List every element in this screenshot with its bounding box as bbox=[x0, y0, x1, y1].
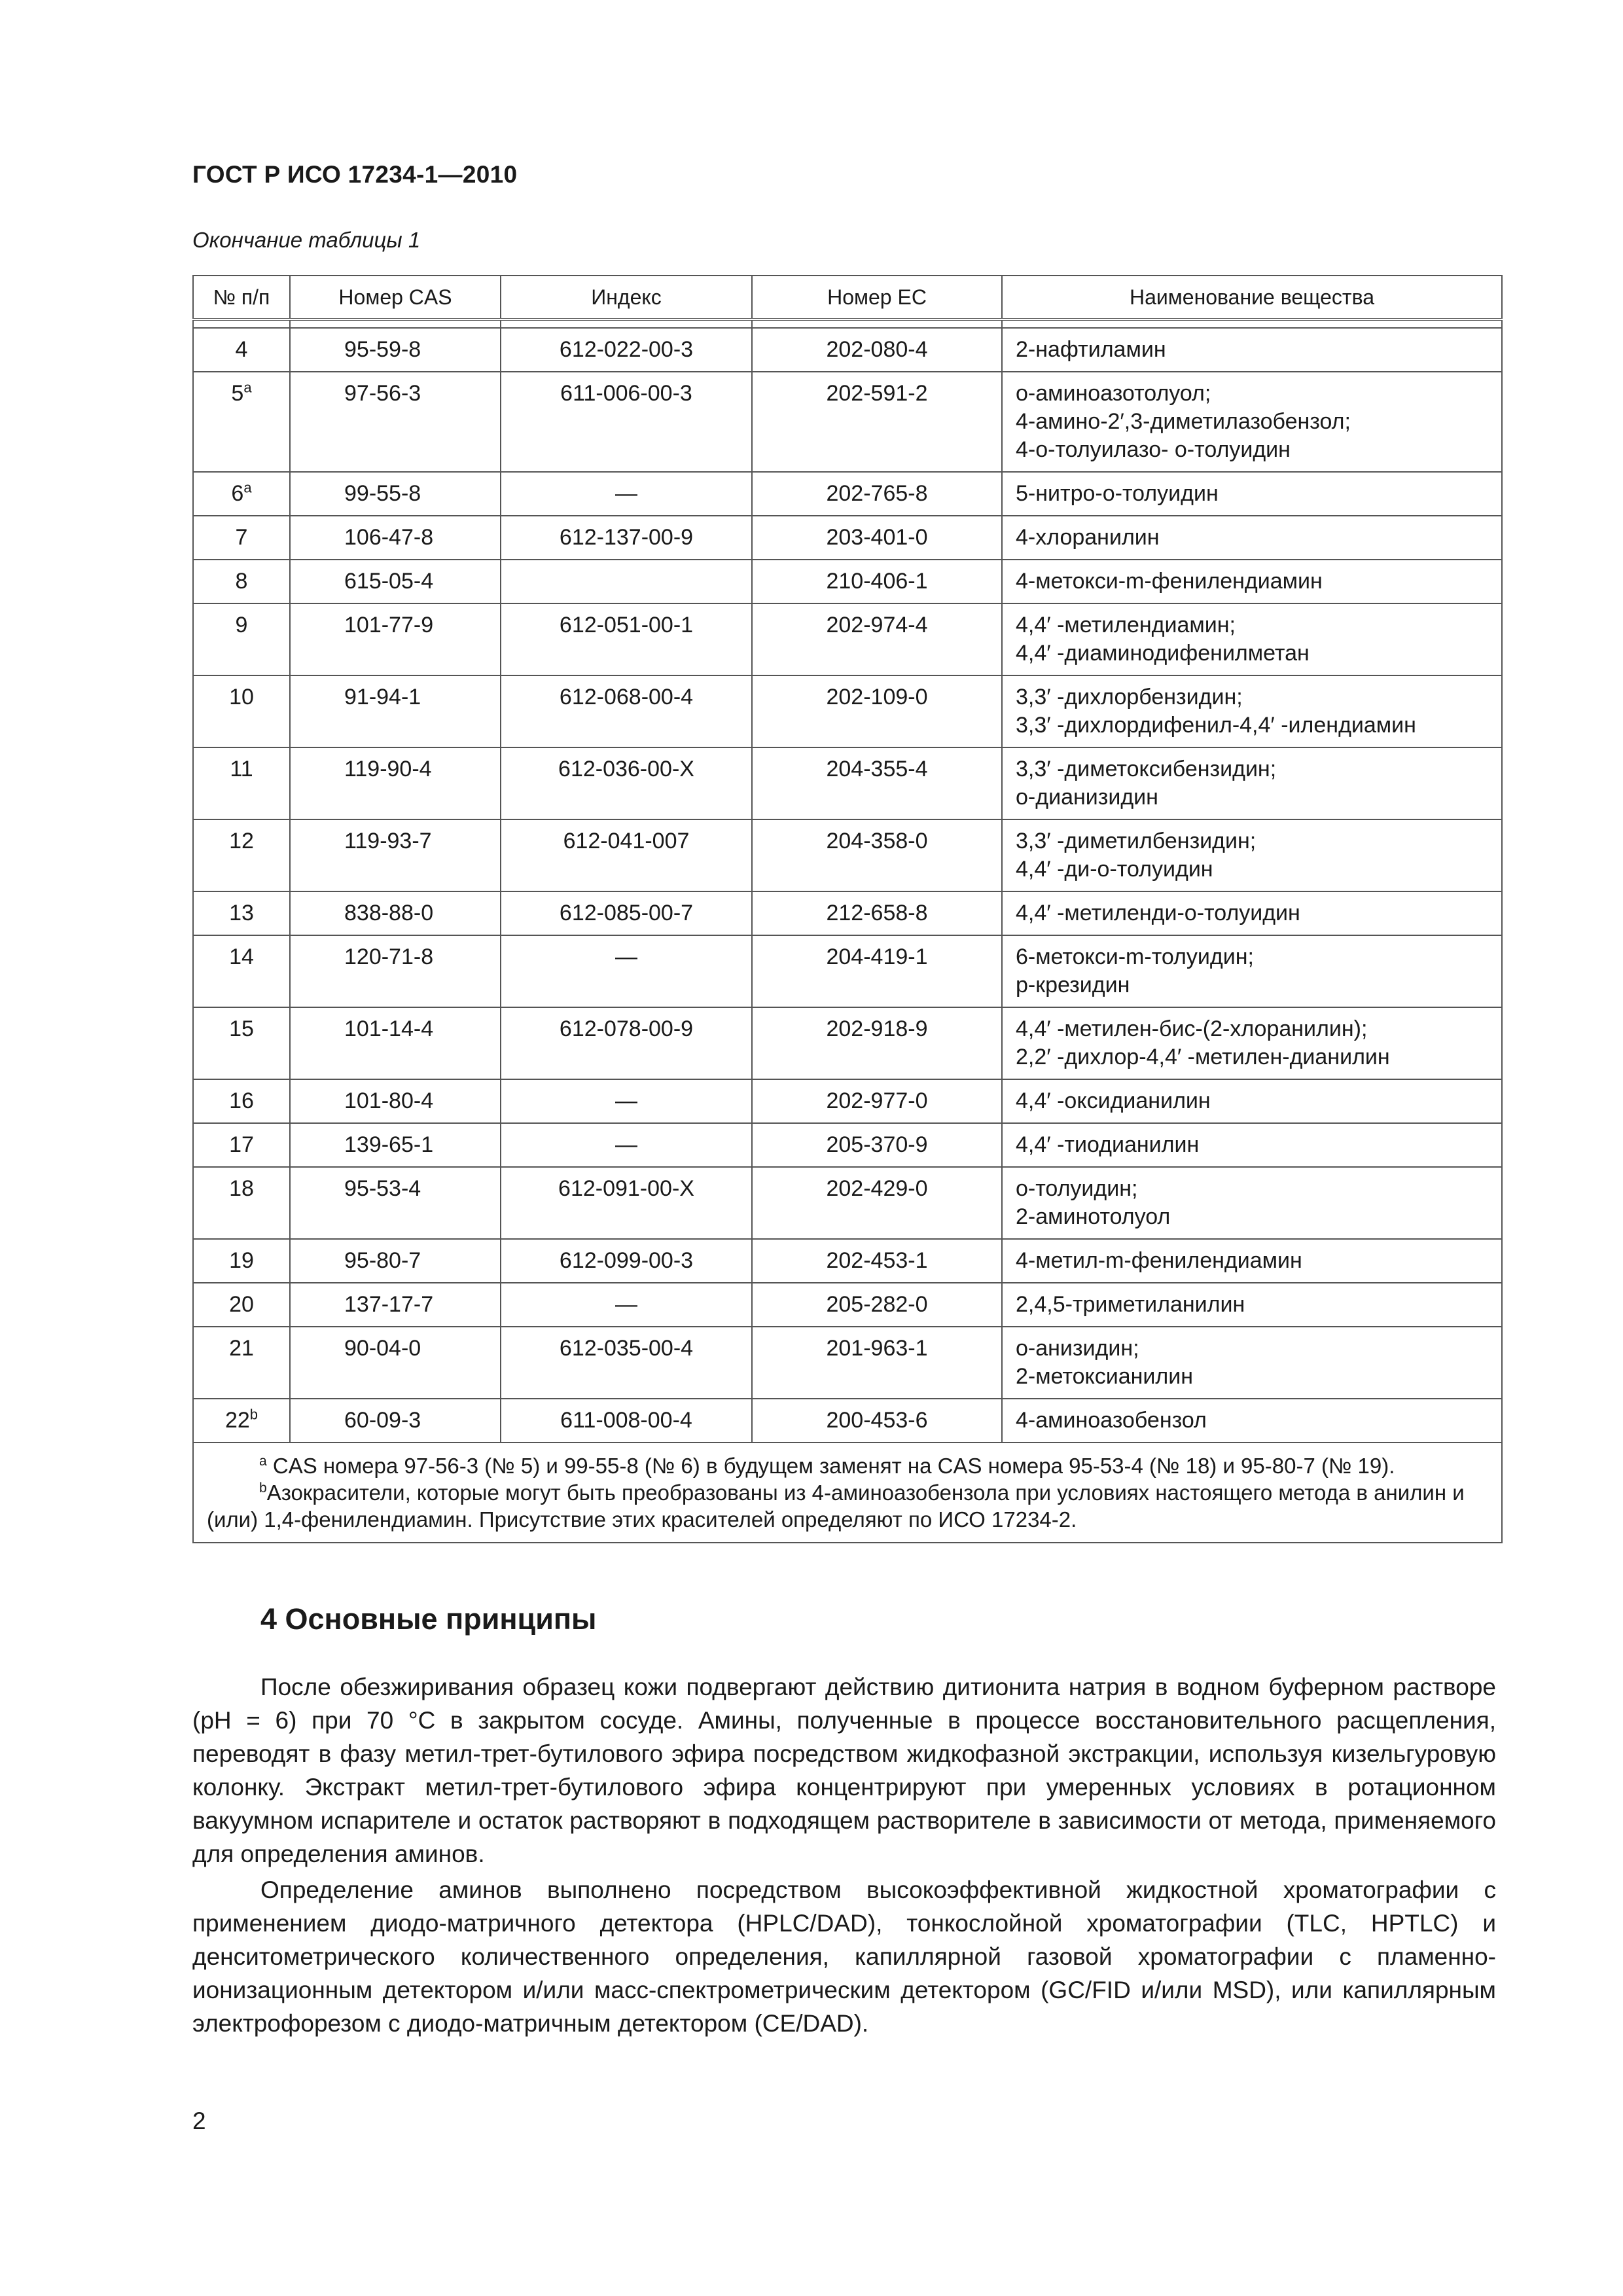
table-header-row bbox=[193, 276, 1502, 319]
cell-substance-name bbox=[1002, 516, 1502, 560]
substance-name-line: 6-метокси-m-толуидин; bbox=[1016, 944, 1254, 969]
cell-substance-name bbox=[1002, 560, 1502, 603]
cell-num: 14 bbox=[193, 935, 290, 1007]
cell-cas: 95-59-8 bbox=[290, 328, 501, 372]
table-row bbox=[193, 372, 1502, 472]
cell-index: 612-041-007 bbox=[501, 819, 752, 891]
cell-num: 10 bbox=[193, 675, 290, 747]
cell-index: 612-085-00-7 bbox=[501, 891, 752, 935]
cell-substance-name bbox=[1002, 891, 1502, 935]
footnote-mark-b: b bbox=[259, 1480, 267, 1496]
table-row bbox=[193, 1007, 1502, 1079]
page-number: 2 bbox=[192, 2108, 206, 2134]
cell-num: 12 bbox=[193, 819, 290, 891]
cell-cas: 101-80-4 bbox=[290, 1079, 501, 1123]
substance-name-line: 3,3′ -диметоксибензидин; bbox=[1016, 757, 1277, 781]
cell-ec: 205-282-0 bbox=[752, 1283, 1002, 1327]
cell-index: 612-078-00-9 bbox=[501, 1007, 752, 1079]
cell-substance-name bbox=[1002, 372, 1502, 472]
cell-substance-name bbox=[1002, 328, 1502, 372]
cell-num: 7 bbox=[193, 516, 290, 560]
table-caption: Окончание таблицы 1 bbox=[192, 228, 421, 252]
footnote-mark-a: a bbox=[259, 1454, 267, 1469]
cell-cas: 119-90-4 bbox=[290, 747, 501, 819]
cell-substance-name bbox=[1002, 1399, 1502, 1443]
table-row bbox=[193, 472, 1502, 516]
cell-ec: 200-453-6 bbox=[752, 1399, 1002, 1443]
cell-num: 4 bbox=[193, 328, 290, 372]
substance-name-line: 2-нафтиламин bbox=[1016, 337, 1166, 362]
cell-index: — bbox=[501, 472, 752, 516]
substance-name-line: 4,4′ -метиленди-о-толуидин bbox=[1016, 901, 1300, 925]
footnote-a bbox=[207, 1452, 1488, 1479]
table-row bbox=[193, 1283, 1502, 1327]
substance-name-line: 4,4′ -метилендиамин; bbox=[1016, 613, 1236, 637]
section-title: 4 Основные принципы bbox=[260, 1602, 597, 1636]
substance-name-line: 4-аминоазобензол bbox=[1016, 1408, 1207, 1433]
cell-substance-name bbox=[1002, 675, 1502, 747]
cell-ec: 202-918-9 bbox=[752, 1007, 1002, 1079]
column-header-name: Наименование вещества bbox=[1002, 276, 1502, 319]
table-row bbox=[193, 603, 1502, 675]
cell-cas: 139-65-1 bbox=[290, 1123, 501, 1167]
cell-substance-name bbox=[1002, 472, 1502, 516]
table-row bbox=[193, 675, 1502, 747]
column-header-index: Индекс bbox=[501, 276, 752, 319]
table-row bbox=[193, 819, 1502, 891]
cell-ec: 201-963-1 bbox=[752, 1327, 1002, 1399]
substance-name-line: 2-метоксианилин bbox=[1016, 1364, 1194, 1389]
cell-cas: 95-80-7 bbox=[290, 1239, 501, 1283]
substance-name-line: о-дианизидин bbox=[1016, 785, 1158, 810]
cell-ec: 210-406-1 bbox=[752, 560, 1002, 603]
cell-cas: 91-94-1 bbox=[290, 675, 501, 747]
cell-substance-name bbox=[1002, 1007, 1502, 1079]
section-paragraph-2: Определение аминов выполнено посредством высокоэффективной жидкостной хроматографии с применением диодо-матричного детектора (HPLC/DAD), тонкослойной хроматографии (TLC, HPTLC) и денситометрического количественного определения, капиллярной газовой хроматографии с пламенно-ионизационным детектором и/или масс-спектрометрическим детектором (GC/FID и/или MSD), или капиллярным электрофорезом с диодо-матричным детектором (CE/DAD). bbox=[192, 1876, 1496, 2037]
cell-index: 612-051-00-1 bbox=[501, 603, 752, 675]
column-header-ec: Номер ЕС bbox=[752, 276, 1002, 319]
cell-cas: 101-77-9 bbox=[290, 603, 501, 675]
substance-name-line: 4,4′ -ди-о-толуидин bbox=[1016, 857, 1213, 882]
table-row bbox=[193, 1399, 1502, 1443]
substance-name-line: 4,4′ -оксидианилин bbox=[1016, 1088, 1211, 1113]
table-row bbox=[193, 935, 1502, 1007]
cell-index: — bbox=[501, 1123, 752, 1167]
cell-ec: 202-080-4 bbox=[752, 328, 1002, 372]
cell-num: 15 bbox=[193, 1007, 290, 1079]
cell-substance-name bbox=[1002, 1283, 1502, 1327]
cell-num: 19 bbox=[193, 1239, 290, 1283]
substance-name-line: 3,3′ -диметилбензидин; bbox=[1016, 829, 1257, 853]
substance-name-line: 4,4′ -метилен-бис-(2-хлоранилин); bbox=[1016, 1016, 1368, 1041]
cell-ec: 202-974-4 bbox=[752, 603, 1002, 675]
section-paragraph-1: После обезжиривания образец кожи подвергают действию дитионита натрия в водном буферном растворе (pH = 6) при 70 °С в закрытом сосуде. Амины, полученные в процессе восстановительного расщепления, переводят в фазу метил-трет-бутилового эфира посредством жидкофазной экстракции, используя кизельгуровую колонку. Экстракт метил-трет-бутилового эфира концентрируют при умеренных условиях в ротационном вакуумном испарителе и остаток растворяют в подходящем растворителе в зависимости от метода, применяемого для определения аминов. bbox=[192, 1674, 1496, 1867]
substance-name-line: 2,2′ -дихлор-4,4′ -метилен-дианилин bbox=[1016, 1045, 1390, 1069]
column-header-num: № п/п bbox=[193, 276, 290, 319]
cell-index: 611-006-00-3 bbox=[501, 372, 752, 472]
cell-substance-name bbox=[1002, 935, 1502, 1007]
cell-ec: 204-419-1 bbox=[752, 935, 1002, 1007]
cell-index: — bbox=[501, 935, 752, 1007]
cell-cas: 101-14-4 bbox=[290, 1007, 501, 1079]
cell-num: 9 bbox=[193, 603, 290, 675]
cell-ec: 204-355-4 bbox=[752, 747, 1002, 819]
header-separator bbox=[193, 319, 1502, 328]
cell-index: 612-035-00-4 bbox=[501, 1327, 752, 1399]
cell-substance-name bbox=[1002, 1327, 1502, 1399]
cell-index: 612-137-00-9 bbox=[501, 516, 752, 560]
cell-num: 22$^b$ bbox=[193, 1399, 290, 1443]
footnote-text-b: Азокрасители, которые могут быть преобразованы из 4-аминоазобензола при условиях настоящего метода в анилин и (или) 1,4-фенилендиамин. Присутствие этих красителей определяют по ИСО 17234-2. bbox=[207, 1480, 1465, 1532]
footnote-ref: a bbox=[243, 379, 252, 396]
cell-ec: 202-429-0 bbox=[752, 1167, 1002, 1239]
cell-cas: 97-56-3 bbox=[290, 372, 501, 472]
cell-ec: 202-109-0 bbox=[752, 675, 1002, 747]
cell-cas: 119-93-7 bbox=[290, 819, 501, 891]
cell-cas: 99-55-8 bbox=[290, 472, 501, 516]
table-row bbox=[193, 1239, 1502, 1283]
cell-num: 16 bbox=[193, 1079, 290, 1123]
cell-ec: 204-358-0 bbox=[752, 819, 1002, 891]
column-header-cas: Номер CAS bbox=[290, 276, 501, 319]
cell-index: — bbox=[501, 1283, 752, 1327]
substance-name-line: о-аминоазотолуол; bbox=[1016, 381, 1211, 406]
cell-ec: 202-765-8 bbox=[752, 472, 1002, 516]
cell-index: 612-036-00-X bbox=[501, 747, 752, 819]
cell-num: 20 bbox=[193, 1283, 290, 1327]
cell-num: 6$^a$ bbox=[193, 472, 290, 516]
substance-name-line: 4,4′ -тиодианилин bbox=[1016, 1132, 1200, 1157]
substance-name-line: р-крезидин bbox=[1016, 973, 1130, 997]
footnote-ref: b bbox=[249, 1406, 259, 1423]
cell-index bbox=[501, 560, 752, 603]
table-row bbox=[193, 560, 1502, 603]
cell-cas: 106-47-8 bbox=[290, 516, 501, 560]
substance-name-line: 4-метил-m-фенилендиамин bbox=[1016, 1248, 1302, 1273]
table-row bbox=[193, 1079, 1502, 1123]
table-footnotes-row bbox=[193, 1443, 1502, 1543]
footnote-b bbox=[207, 1479, 1488, 1533]
table-row bbox=[193, 516, 1502, 560]
cell-cas: 90-04-0 bbox=[290, 1327, 501, 1399]
cell-substance-name bbox=[1002, 819, 1502, 891]
cell-index: 611-008-00-4 bbox=[501, 1399, 752, 1443]
cell-substance-name bbox=[1002, 1079, 1502, 1123]
cell-ec: 205-370-9 bbox=[752, 1123, 1002, 1167]
cell-cas: 60-09-3 bbox=[290, 1399, 501, 1443]
cell-index: 612-068-00-4 bbox=[501, 675, 752, 747]
cell-substance-name bbox=[1002, 747, 1502, 819]
footnote-text-a: CAS номера 97-56-3 (№ 5) и 99-55-8 (№ 6) в будущем заменят на CAS номера 95-53-4 (№ 18) и 95-80-7 (№ 19). bbox=[272, 1454, 1395, 1478]
substance-name-line: о-толуидин; bbox=[1016, 1176, 1138, 1201]
cell-ec: 212-658-8 bbox=[752, 891, 1002, 935]
cell-ec: 202-977-0 bbox=[752, 1079, 1002, 1123]
cell-index: 612-099-00-3 bbox=[501, 1239, 752, 1283]
document-header-id: ГОСТ Р ИСО 17234-1—2010 bbox=[192, 161, 518, 188]
substance-name-line: 4-о-толуилазо- о-толуидин bbox=[1016, 437, 1291, 462]
cell-substance-name bbox=[1002, 1123, 1502, 1167]
table-row bbox=[193, 891, 1502, 935]
cell-ec: 202-591-2 bbox=[752, 372, 1002, 472]
substances-table bbox=[192, 275, 1503, 1543]
cell-num: 11 bbox=[193, 747, 290, 819]
substance-name-line: 2-аминотолуол bbox=[1016, 1204, 1171, 1229]
cell-cas: 137-17-7 bbox=[290, 1283, 501, 1327]
footnote-ref: a bbox=[243, 479, 252, 496]
cell-substance-name bbox=[1002, 1239, 1502, 1283]
substance-name-line: 3,3′ -дихлорбензидин; bbox=[1016, 685, 1243, 709]
cell-ec: 203-401-0 bbox=[752, 516, 1002, 560]
cell-substance-name bbox=[1002, 1167, 1502, 1239]
cell-num: 8 bbox=[193, 560, 290, 603]
table-row bbox=[193, 328, 1502, 372]
substance-name-line: 2,4,5-триметиланилин bbox=[1016, 1292, 1245, 1317]
substance-name-line: 5-нитро-о-толуидин bbox=[1016, 481, 1219, 506]
cell-cas: 120-71-8 bbox=[290, 935, 501, 1007]
table-footnotes bbox=[193, 1443, 1502, 1543]
cell-cas: 95-53-4 bbox=[290, 1167, 501, 1239]
table-row bbox=[193, 1327, 1502, 1399]
table-row bbox=[193, 1167, 1502, 1239]
substance-name-line: 4,4′ -диаминодифенилметан bbox=[1016, 641, 1310, 666]
cell-index: 612-091-00-X bbox=[501, 1167, 752, 1239]
cell-cas: 615-05-4 bbox=[290, 560, 501, 603]
substance-name-line: 4-амино-2′,3-диметилазобензол; bbox=[1016, 409, 1351, 434]
table-row bbox=[193, 1123, 1502, 1167]
table-row bbox=[193, 747, 1502, 819]
table-body bbox=[193, 328, 1502, 1443]
substance-name-line: о-анизидин; bbox=[1016, 1336, 1139, 1361]
substance-name-line: 4-метокси-m-фенилендиамин bbox=[1016, 569, 1323, 594]
cell-num: 5$^a$ bbox=[193, 372, 290, 472]
cell-num: 13 bbox=[193, 891, 290, 935]
substance-name-line: 4-хлоранилин bbox=[1016, 525, 1160, 550]
cell-num: 21 bbox=[193, 1327, 290, 1399]
cell-num: 18 bbox=[193, 1167, 290, 1239]
cell-cas: 838-88-0 bbox=[290, 891, 501, 935]
cell-ec: 202-453-1 bbox=[752, 1239, 1002, 1283]
cell-index: — bbox=[501, 1079, 752, 1123]
cell-index: 612-022-00-3 bbox=[501, 328, 752, 372]
cell-num: 17 bbox=[193, 1123, 290, 1167]
substance-name-line: 3,3′ -дихлордифенил-4,4′ -илендиамин bbox=[1016, 713, 1416, 738]
cell-substance-name bbox=[1002, 603, 1502, 675]
